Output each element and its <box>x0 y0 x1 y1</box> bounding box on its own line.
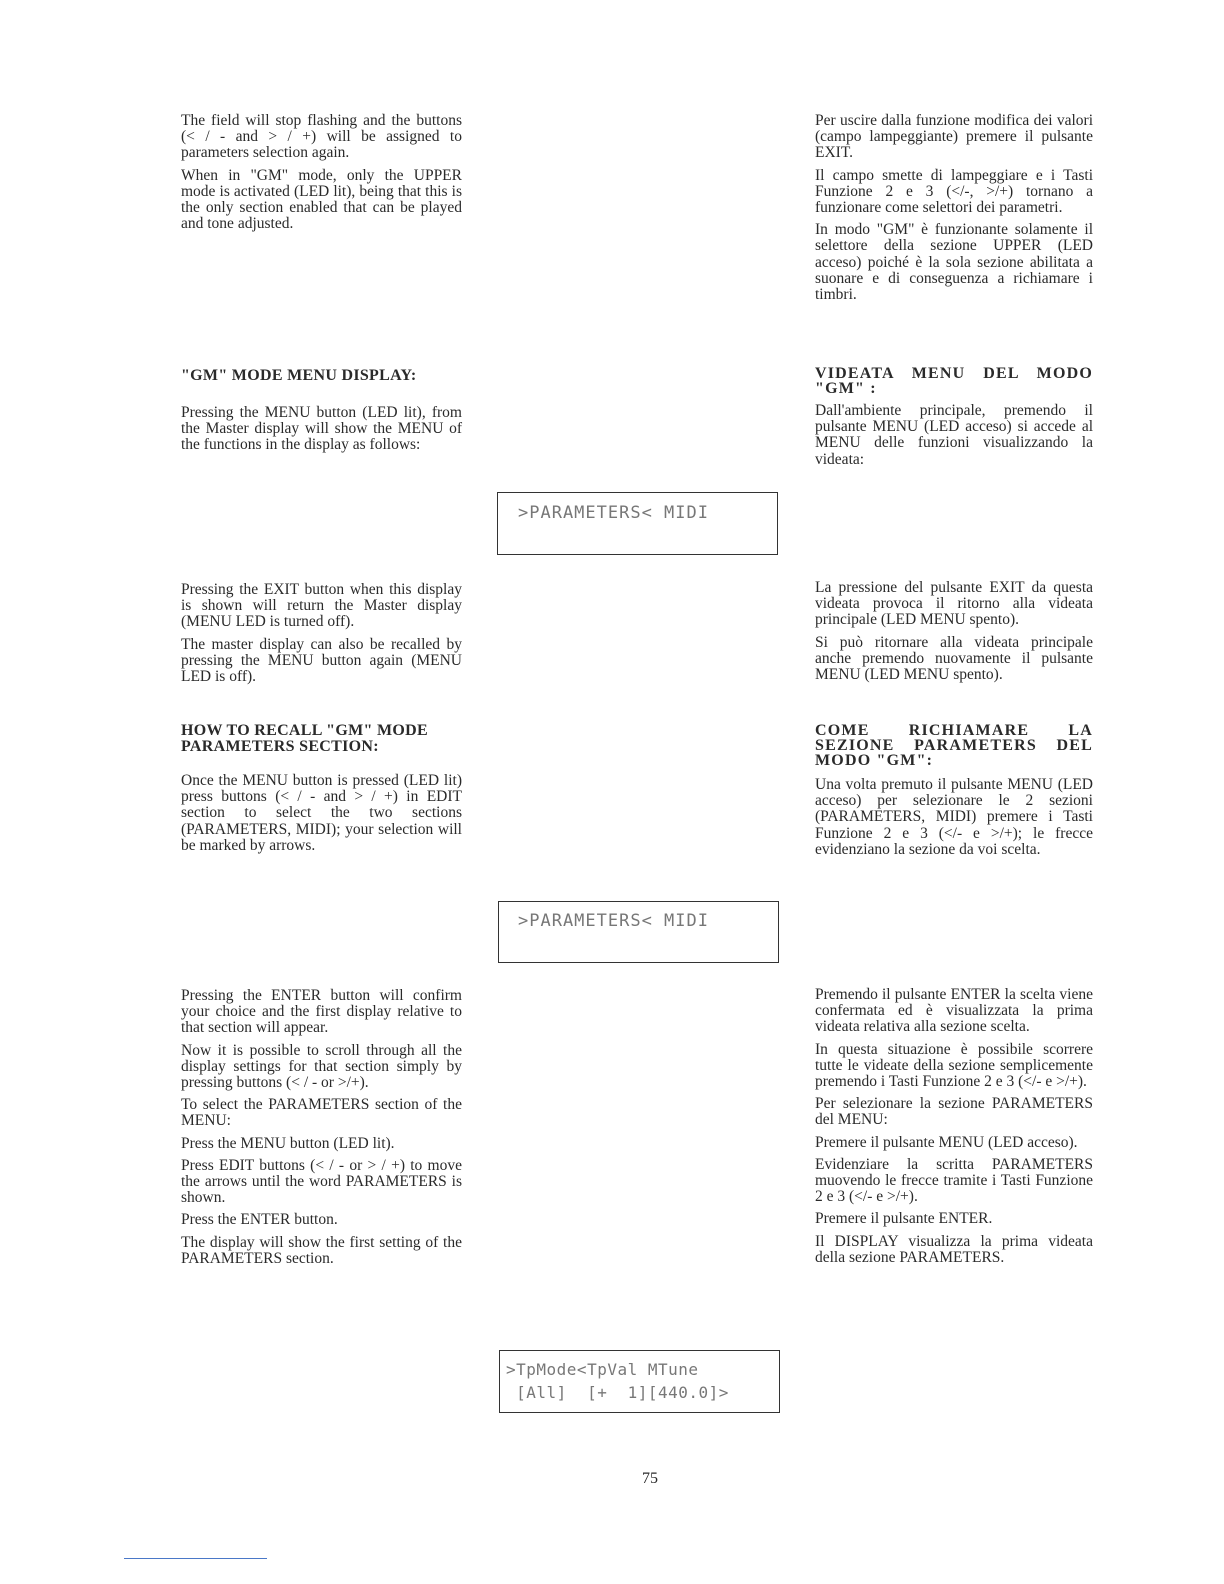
lcd-line: [All] [+ 1][440.0]> <box>506 1383 729 1402</box>
paragraph: Dall'ambiente principale, premendo il pulsante MENU (LED acceso) si accede al MENU delle funzioni visualizzando la videata: <box>815 402 1093 468</box>
en-intro <box>181 113 462 238</box>
en-recall-text <box>181 773 462 860</box>
lcd-line: >PARAMETERS< MIDI <box>518 503 709 523</box>
paragraph: Una volta premuto il pulsante MENU (LED acceso) per selezionare le 2 sezioni (PARAMETERS, MIDI) premere i Tasti Funzione 2 e 3 (</- e >/+); le frecce evidenziano la sezione da voi scelta. <box>815 776 1093 858</box>
paragraph: Premere il pulsante ENTER. <box>815 1210 993 1228</box>
page-number: 75 <box>642 1470 658 1487</box>
it-exit-text <box>815 580 1093 689</box>
it-menu-text <box>815 403 1093 474</box>
it-recall-text <box>815 777 1093 864</box>
en-exit-text <box>181 582 462 691</box>
paragraph: Press the ENTER button. <box>181 1211 338 1229</box>
lcd-display-menu-selected <box>498 901 779 963</box>
paragraph: The master display can also be recalled by pressing the MENU button again (MENU LED is off). <box>181 635 462 686</box>
paragraph: Premendo il pulsante ENTER la scelta viene confermata ed è visualizzata la prima videata relativa alla sezione scelta. <box>815 986 1093 1036</box>
en-enter-text <box>181 988 462 1273</box>
it-heading-richiamare-sezione: COME RICHIAMARE LA SEZIONE PARAMETERS DEL MODO "GM": <box>815 722 1093 769</box>
paragraph: Pressing the ENTER button will confirm your choice and the first display relative to that section will appear. <box>181 987 462 1037</box>
paragraph: The display will show the first setting of the PARAMETERS section. <box>181 1233 462 1267</box>
paragraph: Once the MENU button is pressed (LED lit) press buttons (< / - and > / +) in EDIT section to select the two sections (PARAMETERS, MIDI); your selection will be marked by arrows. <box>181 772 462 854</box>
paragraph: La pressione del pulsante EXIT da questa videata provoca il ritorno alla videata principale (LED MENU spento). <box>815 579 1093 629</box>
paragraph: To select the PARAMETERS section of the MENU: <box>181 1096 462 1130</box>
paragraph: Si può ritornare alla videata principale anche premendo nuovamente il pulsante MENU (LED MENU spento). <box>815 633 1093 684</box>
footnote-rule <box>124 1558 267 1559</box>
lcd-display-parameters <box>499 1350 780 1413</box>
paragraph: When in "GM" mode, only the UPPER mode is activated (LED lit), being that this is the only section enabled that can be played and tone adjusted. <box>181 166 462 233</box>
lcd-line: >PARAMETERS< MIDI <box>518 911 709 931</box>
it-heading-videata-menu: VIDEATA MENU DEL MODO "GM" : <box>815 365 1093 397</box>
en-menu-text <box>181 405 462 460</box>
paragraph: Press EDIT buttons (< / - or > / +) to move the arrows until the word PARAMETERS is shown. <box>181 1156 462 1207</box>
en-heading-gm-menu-display: "GM" MODE MENU DISPLAY: <box>181 367 417 384</box>
paragraph: Now it is possible to scroll through all the display settings for that section simply by pressing buttons (< / - or >/+). <box>181 1041 462 1092</box>
paragraph: Il campo smette di lampeggiare e i Tasti Funzione 2 e 3 (</-, >/+) tornano a funzionare come selettori dei parametri. <box>815 166 1093 217</box>
paragraph: Il DISPLAY visualizza la prima videata della sezione PARAMETERS. <box>815 1232 1093 1266</box>
paragraph: The field will stop flashing and the buttons (< / - and > / +) will be assigned to parameters selection again. <box>181 112 462 162</box>
it-intro <box>815 113 1093 309</box>
en-heading-recall-parameters: HOW TO RECALL "GM" MODE PARAMETERS SECTION: <box>181 722 428 755</box>
it-enter-text <box>815 987 1093 1272</box>
paragraph: Per selezionare la sezione PARAMETERS del MENU: <box>815 1095 1093 1129</box>
paragraph: Pressing the MENU button (LED lit), from the Master display will show the MENU of the functions in the display as follows: <box>181 404 462 454</box>
paragraph: In modo "GM" è funzionante solamente il selettore della sezione UPPER (LED acceso) poiché è la sola sezione abilitata a suonare e di conseguenza a richiamare i timbri. <box>815 221 1093 304</box>
paragraph: Premere il pulsante MENU (LED acceso). <box>815 1133 1078 1151</box>
paragraph: Pressing the EXIT button when this display is shown will return the Master display (MENU LED is turned off). <box>181 581 462 631</box>
lcd-display-menu <box>497 492 778 555</box>
lcd-line: >TpMode<TpVal MTune <box>506 1360 699 1379</box>
paragraph: Evidenziare la scritta PARAMETERS muovendo le frecce tramite i Tasti Funzione 2 e 3 (</- e >/+). <box>815 1155 1093 1206</box>
paragraph: Per uscire dalla funzione modifica dei valori (campo lampeggiante) premere il pulsante EXIT. <box>815 112 1093 162</box>
paragraph: In questa situazione è possibile scorrere tutte le videate della sezione semplicemente premendo i Tasti Funzione 2 e 3 (</- e >/+). <box>815 1040 1093 1091</box>
paragraph: Press the MENU button (LED lit). <box>181 1134 395 1152</box>
